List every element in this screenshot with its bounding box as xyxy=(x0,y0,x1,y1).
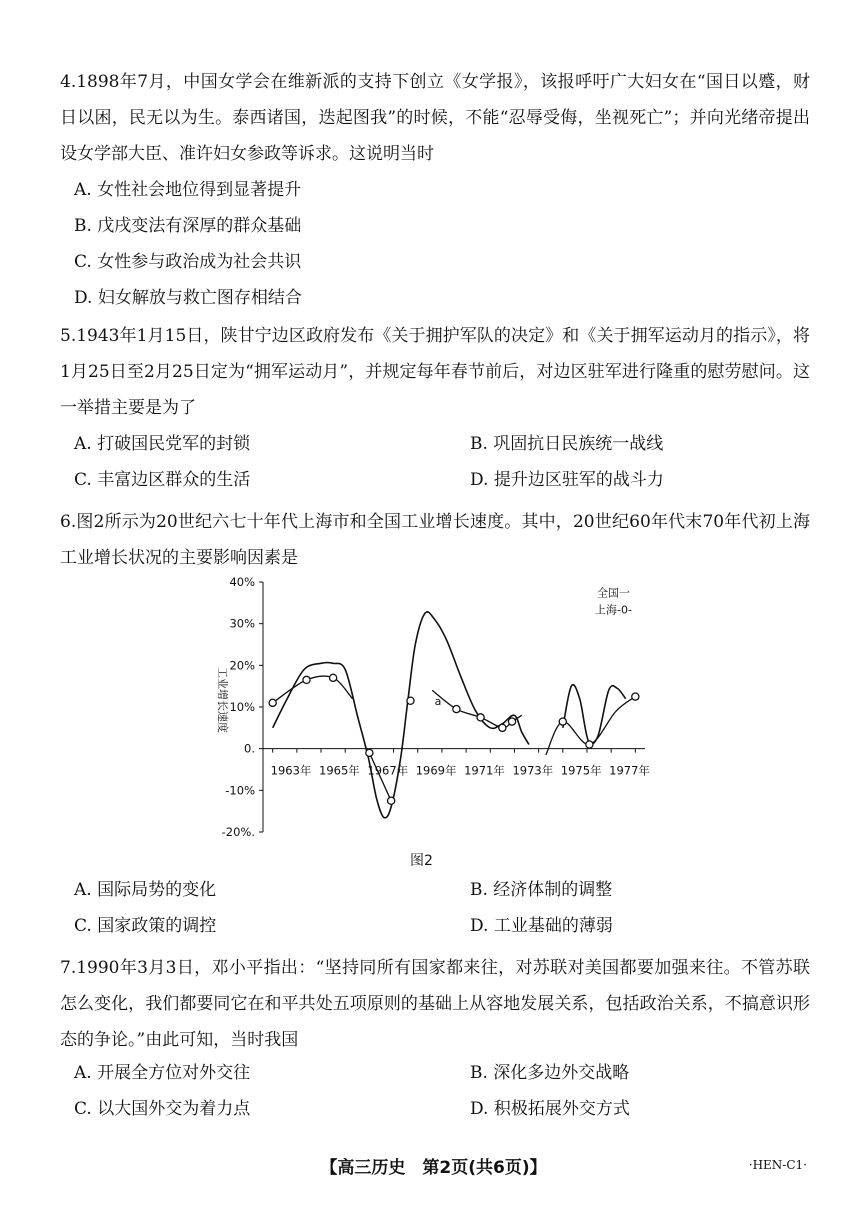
question-4-option-d: D. 妇女解放与救亡图存相结合 xyxy=(74,288,302,308)
x-tick-label: 1965年 xyxy=(319,763,360,778)
y-tick-label: 0. xyxy=(244,741,255,756)
x-tick-label: 1977年 xyxy=(609,763,650,778)
chart-annotation: a xyxy=(434,694,442,708)
series-shanghai-point xyxy=(508,718,515,725)
figure-caption: 图2 xyxy=(410,853,433,869)
chart-lines xyxy=(270,612,636,818)
x-tick-label: 1967年 xyxy=(367,763,409,778)
question-4-option-a: A. 女性社会地位得到显著提升 xyxy=(74,180,302,200)
x-tick-label: 1975年 xyxy=(560,763,602,778)
y-tick-label: -20%. xyxy=(221,825,255,839)
question-4-stem: 4.1898年7月，中国女学会在维新派的支持下创立《女学报》，该报呼吁广大妇女在“国日以蹙，财日以困，民无以为生。泰西诸国，迭起图我”的时候，不能“忍辱受侮，坐视死亡”；并向光绪帝提出设女学部大臣、准许妇女参政等诉求。这说明当时 xyxy=(60,72,810,164)
legend-shanghai: 上海-0- xyxy=(595,603,632,617)
question-6-option-d: D. 工业基础的薄弱 xyxy=(470,916,613,936)
page-footer: 【高三历史 第2页(共6页)】 xyxy=(320,1158,547,1178)
question-7-stem: 7.1990年3月3日，邓小平指出：“坚持同所有国家都来往，对苏联对美国都要加强来往。不管苏联怎么变化，我们都要同它在和平共处五项原则的基础上从容地发展关系，包括政治关系，不搞意识形态的争论。”由此可知，当时我国 xyxy=(60,958,810,1050)
question-6-option-b: B. 经济体制的调整 xyxy=(470,880,613,900)
industrial-growth-chart xyxy=(205,572,665,847)
series-shanghai-point xyxy=(366,749,373,756)
series-shanghai-point xyxy=(388,797,395,804)
series-shanghai-point xyxy=(477,714,484,721)
x-tick-label: 1963年 xyxy=(270,763,312,778)
question-6 xyxy=(60,504,810,576)
y-tick-label: -10% xyxy=(225,783,255,798)
question-6-stem: 6.图2所示为20世纪六七十年代上海市和全国工业增长速度。其中，20世纪60年代末70年代初上海工业增长状况的主要影响因素是 xyxy=(60,512,810,568)
question-5-option-c: C. 丰富边区群众的生活 xyxy=(74,470,251,490)
question-5-option-b: B. 巩固抗日民族统一战线 xyxy=(470,434,664,454)
x-tick-label: 1971年 xyxy=(464,763,505,778)
series-national-line xyxy=(563,685,626,744)
legend-national: 全国一 xyxy=(597,586,630,600)
x-tick-label: 1969年 xyxy=(415,763,457,778)
chart-labels xyxy=(216,575,650,839)
series-shanghai-point xyxy=(303,676,310,683)
series-shanghai-point xyxy=(499,724,506,731)
series-shanghai-point xyxy=(407,697,414,704)
paper-code: ·HEN-C1· xyxy=(748,1158,807,1172)
question-5-option-d: D. 提升边区驻军的战斗力 xyxy=(470,470,664,490)
y-tick-label: 30% xyxy=(229,616,255,631)
question-5 xyxy=(60,318,810,426)
series-shanghai-point xyxy=(453,705,460,712)
chart-svg xyxy=(205,572,665,847)
chart-markers xyxy=(269,674,639,804)
x-tick-label: 1973年 xyxy=(512,763,554,778)
series-national-line xyxy=(270,612,529,818)
question-4-option-b: B. 戊戌变法有深厚的群众基础 xyxy=(74,216,302,236)
series-shanghai-point xyxy=(330,674,337,681)
question-6-option-a: A. 国际局势的变化 xyxy=(74,880,217,900)
y-tick-label: 40% xyxy=(229,575,255,589)
y-tick-label: 20% xyxy=(229,658,255,673)
question-5-option-a: A. 打破国民党军的封锁 xyxy=(74,434,251,454)
series-shanghai-point xyxy=(269,699,276,706)
question-4-option-c: C. 女性参与政治成为社会共识 xyxy=(74,252,302,272)
series-shanghai-point xyxy=(586,741,593,748)
y-axis-label: 工业增长速度 xyxy=(216,667,229,733)
question-4 xyxy=(60,64,810,172)
question-7 xyxy=(60,950,810,1058)
question-7-option-b: B. 深化多边外交战略 xyxy=(470,1063,630,1083)
series-shanghai-point xyxy=(559,718,566,725)
question-6-option-c: C. 国家政策的调控 xyxy=(74,916,217,936)
question-7-option-d: D. 积极拓展外交方式 xyxy=(470,1099,630,1119)
series-shanghai-point xyxy=(632,693,639,700)
y-tick-label: 10% xyxy=(229,700,255,714)
series-shanghai-line xyxy=(273,676,353,703)
question-7-option-a: A. 开展全方位对外交往 xyxy=(74,1063,251,1083)
question-5-stem: 5.1943年1月15日，陕甘宁边区政府发布《关于拥护军队的决定》和《关于拥军运动月的指示》，将1月25日至2月25日定为“拥军运动月”，并规定每年春节前后，对边区驻军进行隆重的慰劳慰问。这一举措主要是为了 xyxy=(60,326,810,418)
question-7-option-c: C. 以大国外交为着力点 xyxy=(74,1099,251,1119)
